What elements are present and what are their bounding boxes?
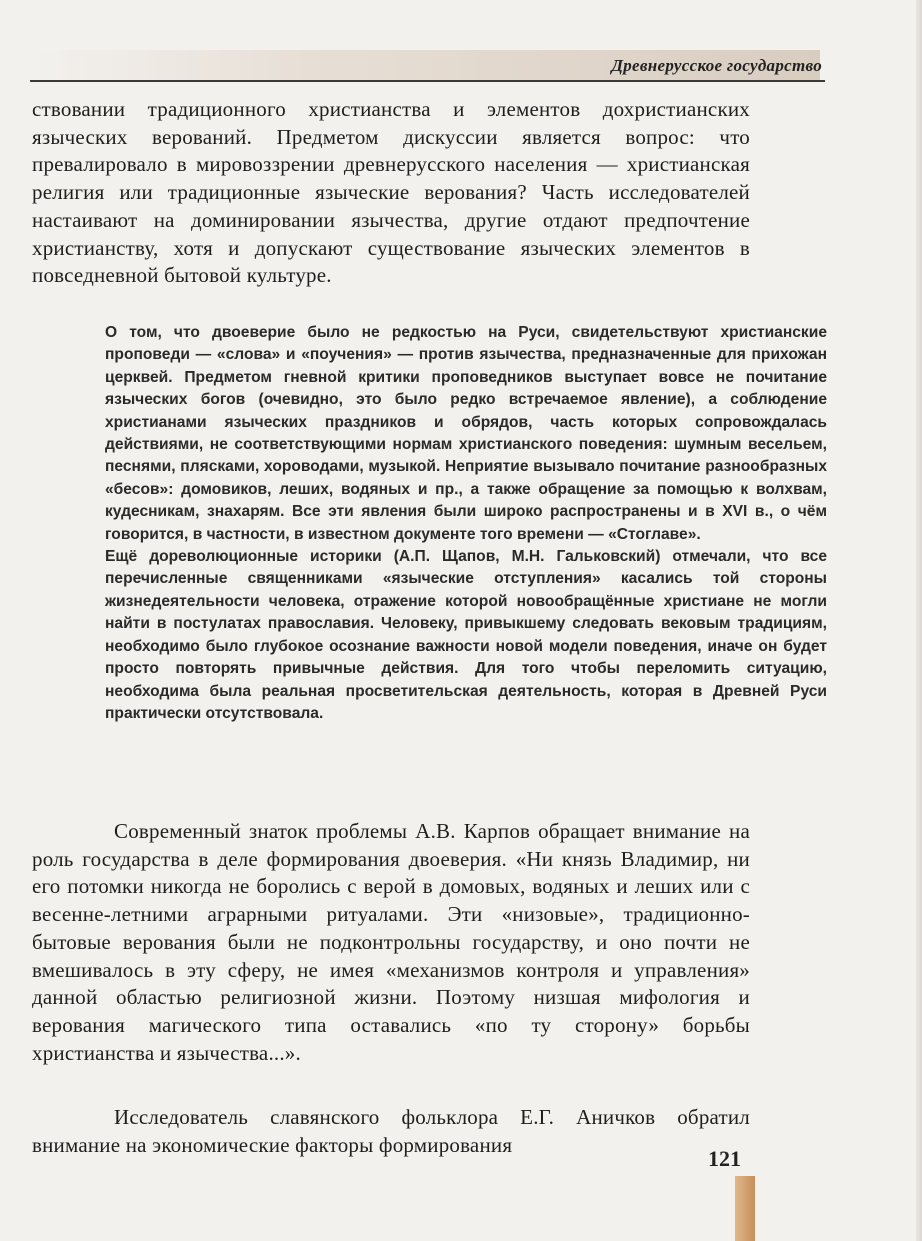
page-number: 121 [708,1146,741,1171]
body-paragraph-4: Исследователь славянского фольклора Е.Г. Аничков обратил внимание на экономические факторы формирования [32,1105,750,1157]
page-tab-marker [735,1176,755,1241]
header-rule [30,80,825,82]
running-head: Древнерусское государство [611,56,822,75]
inset-block [105,322,827,725]
body-paragraph-3: Современный знаток проблемы А.В. Карпов обращает внимание на роль государства в деле формирования двоеверия. «Ни князь Владимир, ни его потомки никогда не боролись с верой в домовых, водяных и леших или с весенне-летними аграрными ритуалами. Эти «низовые», традиционно-бытовые верования были не подконтрольны государству, и оно почти не вмешивалось в эту сферу, не имея «механизмов контроля и управления» данной областью религиозной жизни. Поэтому низшая мифология и верования магического типа оставались «по ту сторону» борьбы христианства и язычества...». [32,819,750,1065]
body-paragraph-1: ствовании традиционного христианства и элементов дохристианских языческих верований. Предметом дискуссии является вопрос: что превалировало в мировоззрении древнерусского населения — христианская религия или традиционные языческие верования? Часть исследователей настаивают на доминировании язычества, другие отдают предпочтение христианству, хотя и допускают существование языческих элементов в повседневной бытовой культуре. [32,97,750,288]
page-edge [916,0,922,1241]
inset-paragraph-2: Ещё дореволюционные историки (А.П. Щапов, М.Н. Гальковский) отмечали, что все перечисленные священниками «языческие отступления» касались той стороны жизнедеятельности человека, отражение которой новообращённые христиане не могли найти в постулатах православия. Человеку, привыкшему следовать вековым традициям, необходимо было глубокое осознание важности новой модели поведения, иначе он будет просто повторять привычные действия. Для того чтобы переломить ситуацию, необходима была реальная просветительская деятельность, которая в Древней Руси практически отсутствовала. [105,548,827,722]
inset-paragraph-1: О том, что двоеверие было не редкостью на Руси, свидетельствуют христианские проповеди — «слова» и «поучения» — против язычества, предназначенные для прихожан церквей. Предметом гневной критики проповедников выступает вовсе не почитание языческих богов (очевидно, это было редко встречаемое явление), а соблюдение христианами языческих праздников и обрядов, часть которых сопровождалась действиями, не соответствующими нормам христианского поведения: шумным весельем, песнями, плясками, хороводами, музыкой. Неприятие вызывало почитание разнообразных «бесов»: домовиков, леших, водяных и пр., а также обращение за помощью к волхвам, кудесникам, знахарям. Все эти явления были широко распространены и в XVI в., о чём говорится, в частности, в известном документе того времени — «Стоглаве». [105,324,827,543]
